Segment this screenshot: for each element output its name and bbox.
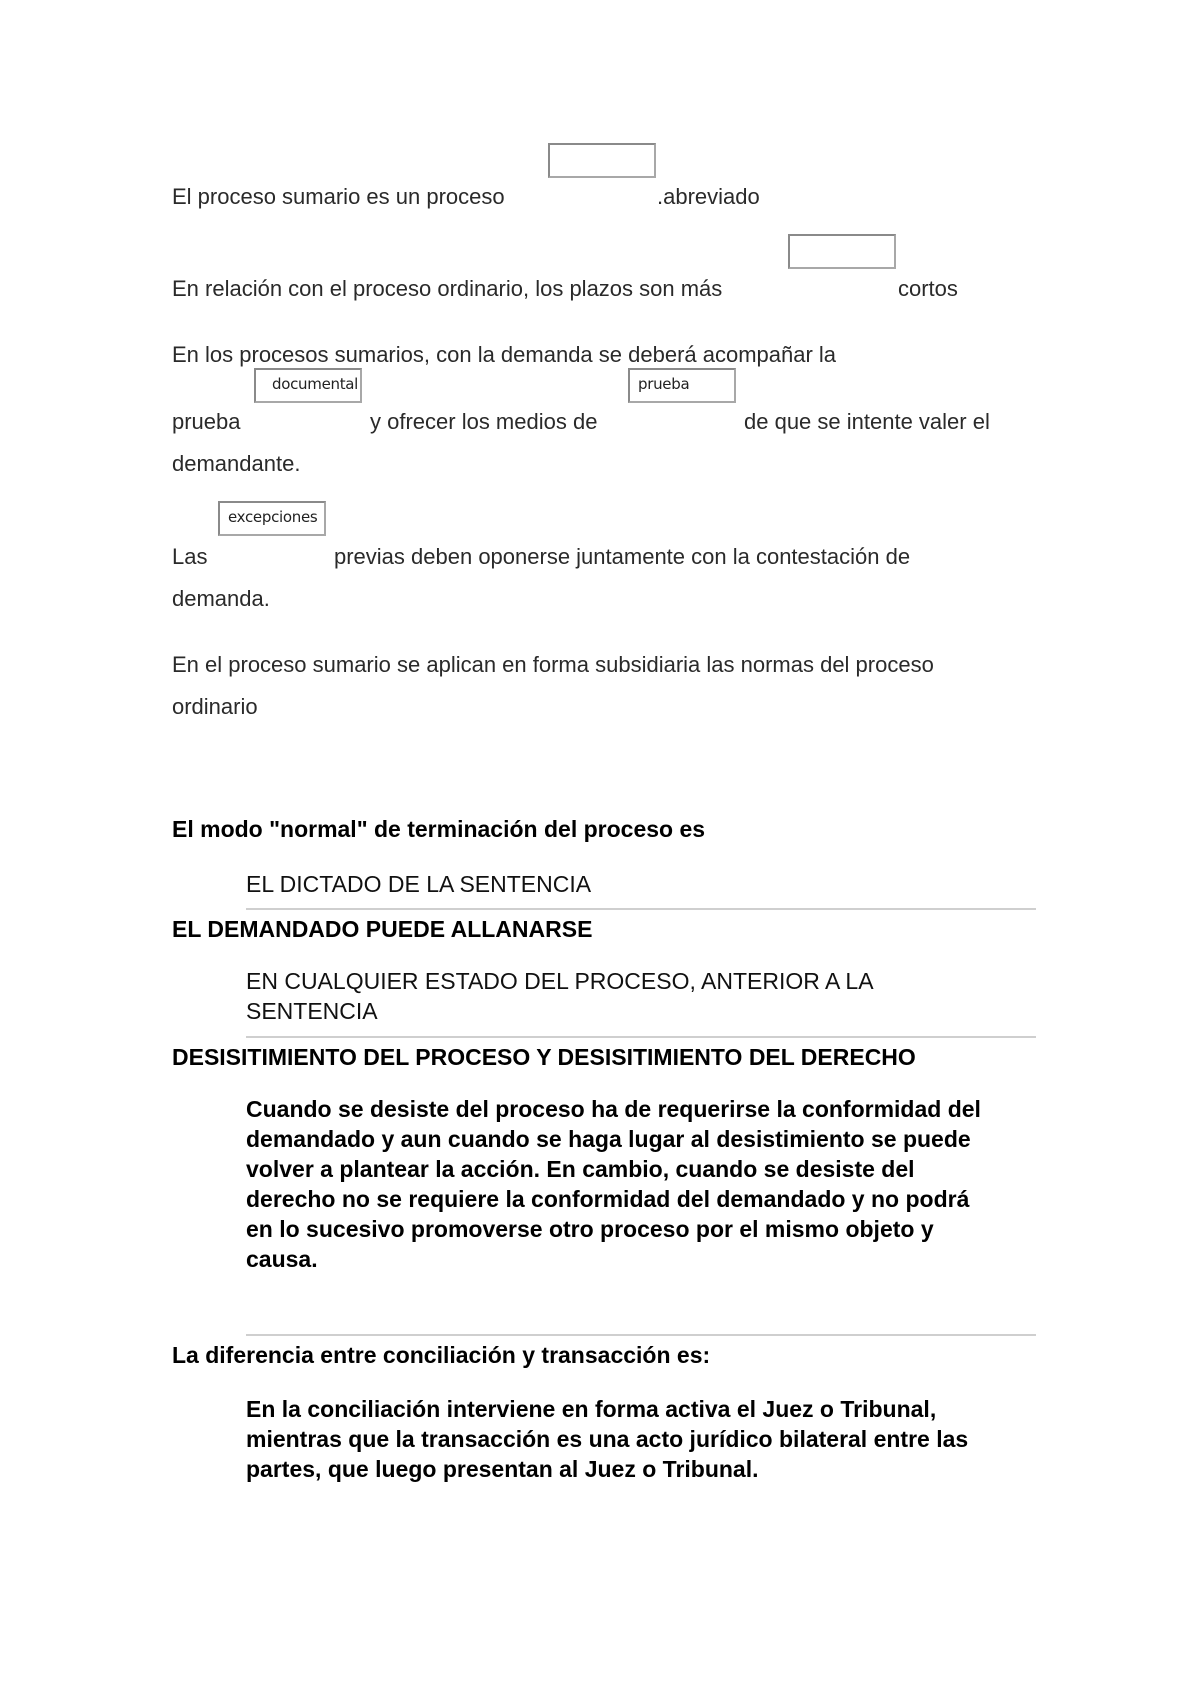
answer-3-line: demandado y aun cuando se haga lugar al desistimiento se puede bbox=[246, 1126, 971, 1152]
sentence-3-part-a: prueba bbox=[172, 409, 241, 434]
divider bbox=[246, 908, 1036, 910]
answer-4 bbox=[246, 1394, 1046, 1484]
question-2: EL DEMANDADO PUEDE ALLANARSE bbox=[172, 916, 593, 942]
question-4: La diferencia entre conciliación y transacción es: bbox=[172, 1342, 711, 1368]
answer-4-line: partes, que luego presentan al Juez o Tribunal. bbox=[246, 1456, 759, 1482]
answer-4-line: En la conciliación interviene en forma activa el Juez o Tribunal, bbox=[246, 1396, 937, 1422]
answer-2 bbox=[246, 966, 1046, 1026]
sentence-3-intro: En los procesos sumarios, con la demanda se deberá acompañar la bbox=[172, 342, 837, 367]
divider bbox=[246, 1334, 1036, 1336]
blank-field-prueba[interactable]: prueba bbox=[628, 368, 736, 403]
answer-2-line: EN CUALQUIER ESTADO DEL PROCESO, ANTERIOR A LA bbox=[246, 968, 874, 994]
answer-3-line: volver a plantear la acción. En cambio, cuando se desiste del bbox=[246, 1156, 915, 1182]
sentence-1-text: El proceso sumario es un proceso bbox=[172, 184, 505, 209]
blank-field-documental[interactable]: documental bbox=[254, 368, 362, 403]
sentence-5-text: En el proceso sumario se aplican en forma subsidiaria las normas del proceso bbox=[172, 652, 934, 677]
sentence-4-before: Las bbox=[172, 544, 208, 569]
sentence-4-end: demanda. bbox=[172, 586, 270, 611]
answer-3 bbox=[246, 1094, 1046, 1274]
question-1: El modo "normal" de terminación del proceso es bbox=[172, 816, 706, 842]
sentence-4-after: previas deben oponerse juntamente con la contestación de bbox=[334, 544, 911, 569]
answer-3-line: Cuando se desiste del proceso ha de requerirse la conformidad del bbox=[246, 1096, 981, 1122]
answer-3-line: derecho no se requiere la conformidad del demandado y no podrá bbox=[246, 1186, 970, 1212]
answer-3-line: causa. bbox=[246, 1246, 318, 1272]
sentence-2-tail: cortos bbox=[898, 276, 958, 301]
sentence-3-end: demandante. bbox=[172, 451, 301, 476]
blank-field-1[interactable] bbox=[548, 143, 656, 178]
blank-field-excepciones[interactable]: excepciones bbox=[218, 501, 326, 536]
answer-1: EL DICTADO DE LA SENTENCIA bbox=[246, 871, 592, 897]
sentence-3-part-c: de que se intente valer el bbox=[744, 409, 990, 434]
answer-4-line: mientras que la transacción es una acto jurídico bilateral entre las bbox=[246, 1426, 969, 1452]
divider bbox=[246, 1036, 1036, 1038]
answer-3-line: en lo sucesivo promoverse otro proceso por el mismo objeto y bbox=[246, 1216, 934, 1242]
sentence-3-part-b: y ofrecer los medios de bbox=[370, 409, 598, 434]
blank-field-2[interactable] bbox=[788, 234, 896, 269]
question-3: DESISITIMIENTO DEL PROCESO Y DESISITIMIENTO DEL DERECHO bbox=[172, 1044, 916, 1070]
sentence-5-end: ordinario bbox=[172, 694, 258, 719]
sentence-1-tail: .abreviado bbox=[657, 184, 760, 209]
sentence-2-text: En relación con el proceso ordinario, los plazos son más bbox=[172, 276, 723, 301]
answer-2-line: SENTENCIA bbox=[246, 998, 378, 1024]
